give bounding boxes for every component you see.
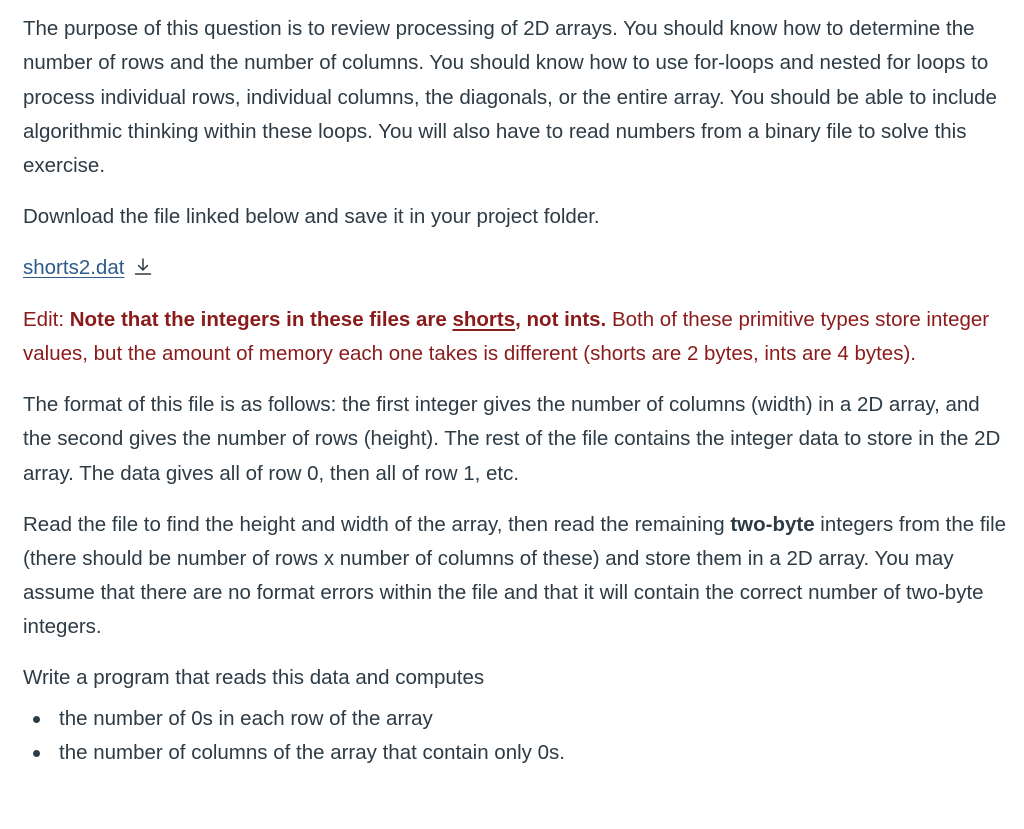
read-part-2: integers from the file (there should be number of rows x number of columns of these) and store them in a 2D array. You may assume that there are no format errors within the file and that it will contain the correct number of two-byte integers. (23, 512, 1007, 639)
list-item: the number of columns of the array that contain only 0s. (59, 736, 1013, 770)
file-link-row (23, 251, 1013, 285)
format-paragraph: The format of this file is as follows: the first integer gives the number of columns (width) in a 2D array, and the second gives the number of rows (height). The rest of the file contains the integer data to store in the 2D array. The data gives all of row 0, then all of row 1, etc. (23, 393, 1001, 485)
list-item: the number of 0s in each row of the array (59, 702, 1013, 736)
intro-paragraph: The purpose of this question is to review processing of 2D arrays. You should know how to determine the number of rows and the number of columns. You should know how to use for-loops and nested for loops to process individual rows, individual columns, the diagonals, or the entire array. You should be able to include algorithmic thinking within these loops. You will also have to read numbers from a binary file to solve this exercise. (23, 17, 997, 178)
read-part-1: Read the file to find the height and width of the array, then read the remaining (23, 512, 731, 536)
download-instruction: Download the file linked below and save it in your project folder. (23, 204, 600, 228)
edit-rest: Both of these primitive types store integer values, but the amount of memory each one takes is different (shorts are 2 bytes, ints are 4 bytes). (23, 307, 990, 365)
write-paragraph: Write a program that reads this data and computes (23, 666, 485, 690)
file-download-link[interactable]: shorts2.dat (23, 256, 125, 280)
edit-bold-2: , not ints. (515, 307, 607, 331)
download-icon[interactable] (132, 255, 154, 277)
requirements-list (23, 702, 1013, 771)
edit-shorts-underlined: shorts (452, 307, 516, 331)
read-paragraph (23, 508, 1013, 645)
edit-note (23, 303, 1013, 372)
read-bold: two-byte (730, 512, 815, 536)
edit-bold-1: Note that the integers in these files are (69, 307, 453, 331)
assignment-content (23, 12, 1013, 770)
edit-prefix: Edit: (23, 307, 70, 331)
